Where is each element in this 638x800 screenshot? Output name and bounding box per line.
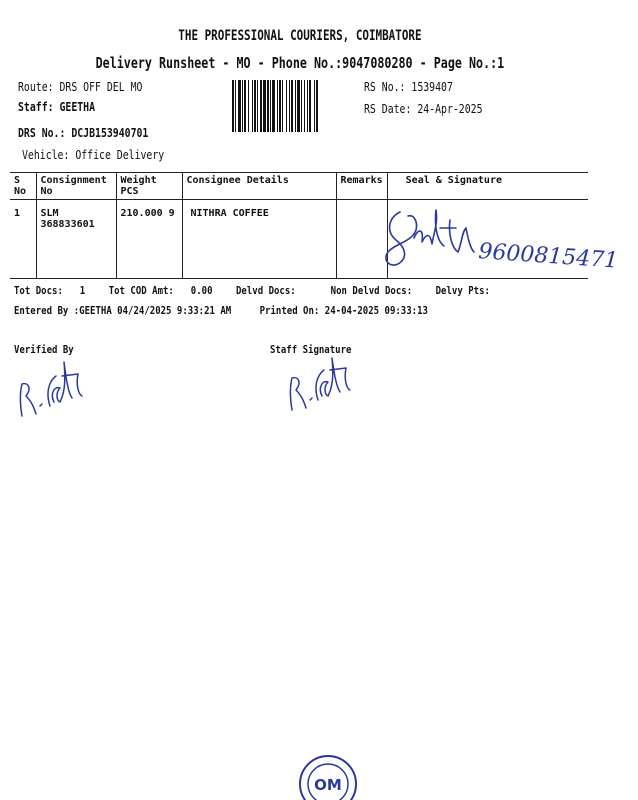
tot-docs-value: 1: [79, 284, 86, 297]
barcode-bar: [235, 80, 236, 132]
rs-date-line: [364, 102, 509, 116]
barcode-bar: [297, 80, 300, 132]
barcode-bar: [295, 80, 296, 132]
barcode-bar: [267, 80, 269, 132]
header-weight-pcs: Weight PCS: [116, 173, 182, 200]
rs-date-label: RS Date:: [364, 102, 412, 116]
drs-value: DCJB153940701: [71, 126, 149, 140]
barcode-bar: [307, 80, 308, 132]
office-stamp: [296, 744, 360, 800]
tot-docs-label: Tot Docs:: [14, 284, 63, 297]
cell-sno: 1: [10, 200, 36, 279]
staff-value: GEETHA: [59, 100, 96, 114]
delvd-docs-label: Delvd Docs:: [235, 284, 296, 297]
vehicle-label: Vehicle:: [22, 148, 70, 162]
cell-consignee: NITHRA COFFEE: [182, 200, 336, 279]
rs-no-line: [364, 80, 472, 94]
barcode-bar: [316, 80, 318, 132]
barcode-bar: [304, 80, 305, 132]
cell-weight-pcs: 210.000 9: [116, 200, 182, 279]
barcode-bar: [260, 80, 262, 132]
tot-cod-label: Tot COD Amt:: [108, 284, 174, 297]
drs-label: DRS No.:: [18, 126, 66, 140]
barcode: [232, 80, 354, 132]
barcode-bar: [248, 80, 249, 132]
drs-line: [18, 126, 177, 140]
barcode-bar: [309, 80, 311, 132]
barcode-bar: [286, 80, 287, 132]
barcode-bar: [232, 80, 234, 132]
company-name: [0, 28, 600, 44]
verifier-signature: [14, 354, 84, 424]
barcode-bar: [282, 80, 283, 132]
tot-cod-value: 0.00: [190, 284, 213, 297]
barcode-bar: [314, 80, 315, 132]
route-line: [18, 80, 170, 94]
totals-line: [14, 284, 638, 297]
cell-consignment-no: SLM 368833601: [36, 200, 116, 279]
runsheet-subtitle: [0, 54, 600, 72]
header-sno: S No: [10, 173, 36, 200]
staff-signature: [286, 354, 356, 414]
stamp-text: OM: [314, 776, 342, 794]
receiver-phone-handwriting: 9600815471: [477, 239, 619, 274]
entry-line: [14, 304, 519, 317]
staff-label: Staff:: [18, 100, 54, 114]
header-consignee-details: Consignee Details: [182, 173, 336, 200]
route-label: Route:: [18, 80, 54, 94]
non-delvd-docs-label: Non Delvd Docs:: [330, 284, 413, 297]
verified-by-text: Verified By: [14, 343, 74, 356]
barcode-bar: [263, 80, 266, 132]
vehicle-value: Office Delivery: [75, 148, 165, 162]
barcode-bar: [252, 80, 253, 132]
company-name-text: THE PROFESSIONAL COURIERS, COIMBATORE: [178, 28, 422, 44]
barcode-bar: [254, 80, 256, 132]
runsheet-subtitle-text: Delivery Runsheet - MO - Phone No.:9047080280 - Page No.:1: [95, 54, 505, 72]
receiver-signature: [378, 198, 619, 274]
delvy-pts-label: Delvy Pts:: [435, 284, 490, 297]
barcode-bar: [291, 80, 293, 132]
rs-no-label: RS No.:: [364, 80, 406, 94]
table-header-row: [10, 173, 588, 200]
header-remarks: Remarks: [336, 173, 387, 200]
header-consignment-no: Consignment No: [36, 173, 116, 200]
printed-on: Printed On: 24-04-2025 09:33:13: [259, 304, 428, 317]
barcode-bar: [279, 80, 281, 132]
barcode-bar: [277, 80, 278, 132]
barcode-bar: [242, 80, 243, 132]
barcode-bar: [272, 80, 275, 132]
rs-date-value: 24-Apr-2025: [417, 102, 483, 116]
vehicle-line: [22, 148, 195, 162]
barcode-bar: [244, 80, 246, 132]
header-seal-signature: Seal & Signature: [387, 173, 588, 200]
barcode-bar: [270, 80, 271, 132]
barcode-bar: [238, 80, 241, 132]
staff-line: [18, 100, 112, 114]
barcode-bar: [257, 80, 258, 132]
rs-no-value: 1539407: [411, 80, 453, 94]
entered-by: Entered By :GEETHA 04/24/2025 9:33:21 AM: [14, 304, 232, 317]
route-value: DRS OFF DEL MO: [59, 80, 143, 94]
barcode-bar: [301, 80, 302, 132]
staff-signature-text: Staff Signature: [270, 343, 352, 356]
barcode-bar: [289, 80, 290, 132]
